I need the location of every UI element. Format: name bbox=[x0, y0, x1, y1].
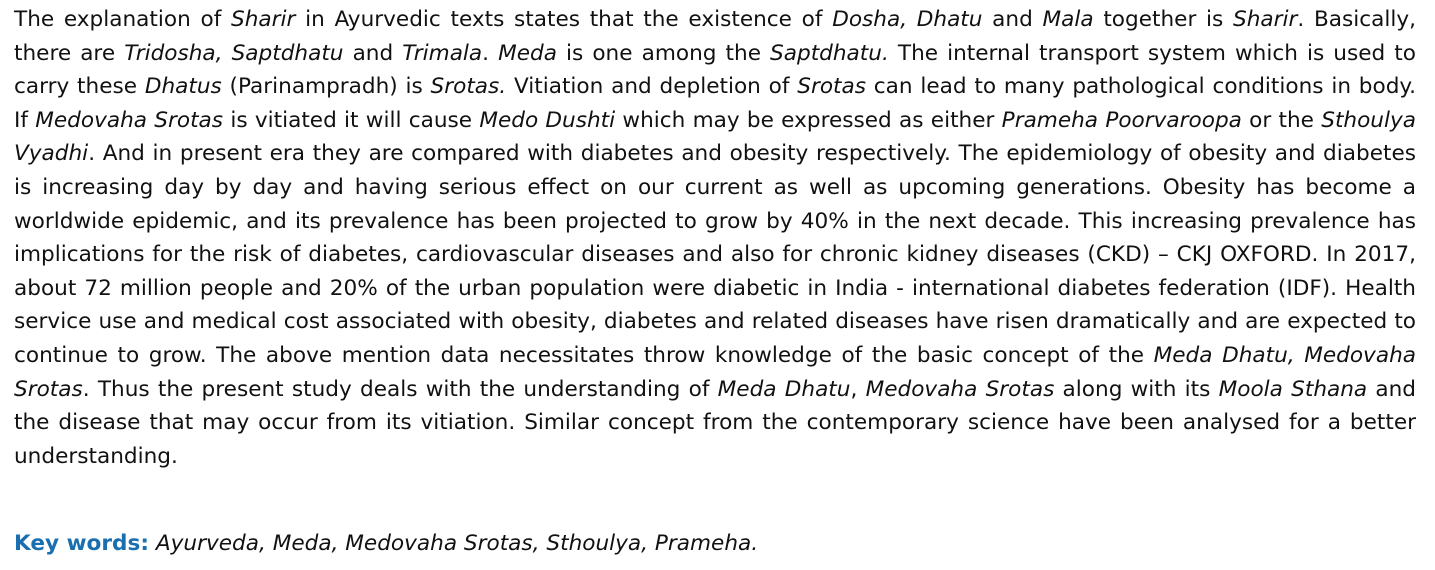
abstract-term: Dosha, Dhatu bbox=[832, 7, 983, 32]
abstract-term: Srotas. bbox=[430, 74, 507, 100]
abstract-term: Saptdhatu. bbox=[770, 40, 889, 66]
abstract-text: . Thus the present study deals with the understanding of bbox=[82, 376, 718, 402]
abstract-term: Meda Dhatu bbox=[717, 376, 851, 402]
abstract-text: Vitiation and depletion of bbox=[506, 74, 798, 100]
abstract-text: along with its bbox=[1054, 376, 1219, 402]
abstract-term: Medo Dushti bbox=[479, 107, 616, 133]
abstract-term: Medovaha Srotas bbox=[35, 107, 224, 133]
abstract-text: The explanation of bbox=[14, 7, 231, 32]
abstract-text: and bbox=[982, 7, 1043, 32]
abstract-text: can lead to many pathological conditions in body. If bbox=[14, 74, 1416, 133]
abstract-paragraph bbox=[14, 3, 1416, 473]
abstract-term: Trimala bbox=[402, 40, 483, 66]
abstract-term: Mala bbox=[1042, 7, 1094, 32]
abstract-term: Sharir bbox=[1232, 7, 1298, 32]
abstract-term: Medovaha Srotas bbox=[865, 376, 1055, 402]
keywords-label: Key words: bbox=[14, 531, 149, 556]
abstract-text: in Ayurvedic texts states that the existence of bbox=[295, 7, 833, 32]
abstract-text: together is bbox=[1093, 7, 1233, 32]
abstract-text: is vitiated it will cause bbox=[223, 107, 480, 133]
abstract-term: Tridosha, Saptdhatu bbox=[124, 40, 344, 66]
abstract-text: and bbox=[343, 40, 403, 66]
abstract-term: Prameha Poorvaroopa bbox=[1001, 107, 1242, 133]
abstract-text: . bbox=[482, 40, 499, 66]
abstract-term: Dhatus bbox=[144, 74, 222, 100]
abstract-text: , bbox=[850, 376, 866, 402]
abstract-term: Moola Sthana bbox=[1218, 376, 1368, 402]
keywords-list: Ayurveda, Meda, Medovaha Srotas, Sthoulya, Prameha. bbox=[155, 531, 759, 556]
abstract-text: . Basically, there are bbox=[14, 7, 1416, 66]
abstract-text: or the bbox=[1241, 107, 1322, 133]
abstract-text: and the disease that may occur from its vitiation. Similar concept from the contemporary science have been analysed for a better understanding. bbox=[14, 376, 1417, 469]
abstract-text: which may be expressed as either bbox=[615, 107, 1002, 133]
abstract-text: is one among the bbox=[556, 40, 771, 66]
abstract-text: The internal transport system which is used to carry these bbox=[14, 40, 1416, 100]
abstract-term: Meda Dhatu, Medovaha Srotas bbox=[14, 342, 1416, 402]
abstract-term: Sthoulya Vyadhi bbox=[14, 107, 1417, 167]
abstract-text: (Parinampradh) is bbox=[221, 74, 431, 100]
abstract-term: Sharir bbox=[231, 7, 296, 32]
abstract-text: . And in present era they are compared with diabetes and obesity respectively. The epidemiology of obesity and diabetes is increasing day by day and having serious effect on our current as well as upcoming generations. Obesity has become a worldwide epidemic, and its prevalence has been projected to grow by 40% in the next decade. This increasing prevalence has implications for the risk of diabetes, cardiovascular diseases and also for chronic kidney diseases (CKD) – CKJ OXFORD. In 2017, about 72 million people and 20% of the urban population were diabetic in India - international diabetes federation (IDF). Health service use and medical cost associated with obesity, diabetes and related diseases have risen dramatically and are expected to continue to grow. The above mention data necessitates throw knowledge of the basic concept of the bbox=[14, 141, 1416, 368]
keywords-line bbox=[14, 527, 1416, 561]
abstract-term: Srotas bbox=[797, 74, 866, 100]
abstract-term: Meda bbox=[498, 40, 557, 66]
